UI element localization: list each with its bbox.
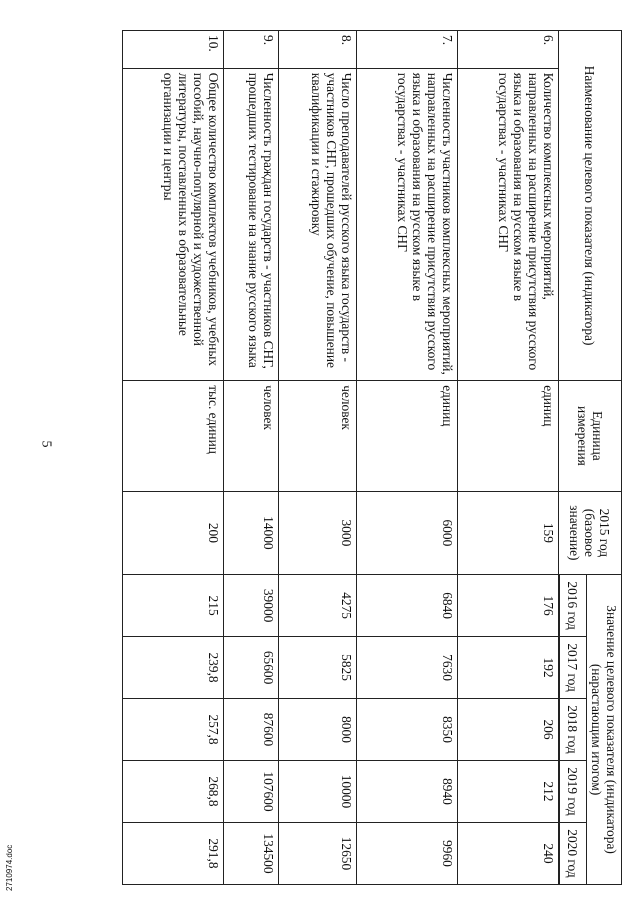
table-row — [356, 31, 457, 885]
row-value: 7630 — [356, 637, 457, 699]
header-year: 2018 год — [560, 699, 587, 761]
header-base: 2015 год (базовое значение) — [559, 491, 622, 575]
row-index: 6. — [457, 31, 558, 69]
row-name: Число преподавателей русского языка государств - участников СНГ, прошедших обучение, повышение квалификации и стажировку — [278, 68, 356, 380]
row-value: 10000 — [278, 760, 356, 822]
row-index: 10. — [123, 31, 224, 69]
row-value: 4275 — [278, 575, 356, 637]
row-value: 257,8 — [123, 699, 224, 761]
row-value: 5825 — [278, 637, 356, 699]
row-value: 39000 — [224, 575, 279, 637]
page-number: 5 — [38, 440, 54, 448]
row-index: 9. — [224, 31, 279, 69]
row-name: Количество комплексных мероприятий, направленных на расширение присутствия русского языка и образования на русском языке в государствах - участниках СНГ — [457, 68, 558, 380]
row-value: 65600 — [224, 637, 279, 699]
row-value: 240 — [457, 822, 558, 884]
document-code: 2710974.doc — [5, 844, 14, 891]
header-year: 2016 год — [560, 575, 587, 637]
row-name: Численность граждан государств - участников СНГ, прошедших тестирование на знание русского языка — [224, 68, 279, 380]
indicator-table — [122, 30, 622, 885]
row-value: 212 — [457, 760, 558, 822]
table-row — [457, 31, 558, 885]
header-name: Наименование целевого показателя (индикатора) — [559, 31, 622, 381]
row-unit: человек — [224, 381, 279, 491]
row-value: 215 — [123, 575, 224, 637]
row-value: 206 — [457, 699, 558, 761]
table-row — [224, 31, 279, 885]
table-row — [278, 31, 356, 885]
header-target-group: Значение целевого показателя (индикатора) (нарастающим итогом) — [587, 575, 622, 885]
row-value: 12650 — [278, 822, 356, 884]
row-value: 6840 — [356, 575, 457, 637]
header-year: 2019 год — [560, 760, 587, 822]
row-unit: единиц — [356, 381, 457, 491]
row-value: 9960 — [356, 822, 457, 884]
row-value: 134500 — [224, 822, 279, 884]
row-value: 8940 — [356, 760, 457, 822]
row-unit: единиц — [457, 381, 558, 491]
rotated-table-container — [122, 30, 622, 885]
row-value: 239,8 — [123, 637, 224, 699]
row-index: 7. — [356, 31, 457, 69]
row-name: Общее количество комплектов учебников, учебных пособий, научно-популярной и художественной литературы, поставленных в образовательные организации и центры — [123, 68, 224, 380]
row-base: 3000 — [278, 491, 356, 575]
table-row — [123, 31, 224, 885]
row-value: 8350 — [356, 699, 457, 761]
row-value: 268,8 — [123, 760, 224, 822]
row-base: 6000 — [356, 491, 457, 575]
header-year: 2017 год — [560, 637, 587, 699]
row-value: 176 — [457, 575, 558, 637]
row-base: 14000 — [224, 491, 279, 575]
row-base: 159 — [457, 491, 558, 575]
row-value: 291,8 — [123, 822, 224, 884]
row-unit: тыс. единиц — [123, 381, 224, 491]
row-value: 8000 — [278, 699, 356, 761]
row-index: 8. — [278, 31, 356, 69]
row-value: 87600 — [224, 699, 279, 761]
header-year: 2020 год — [560, 822, 587, 884]
header-unit: Единица измерения — [559, 381, 622, 491]
row-unit: человек — [278, 381, 356, 491]
row-value: 107600 — [224, 760, 279, 822]
row-name: Численность участников комплексных мероприятий, направленных на расширение присутствия русского языка и образования на русском языке в государствах - участниках СНГ — [356, 68, 457, 380]
row-value: 192 — [457, 637, 558, 699]
row-base: 200 — [123, 491, 224, 575]
